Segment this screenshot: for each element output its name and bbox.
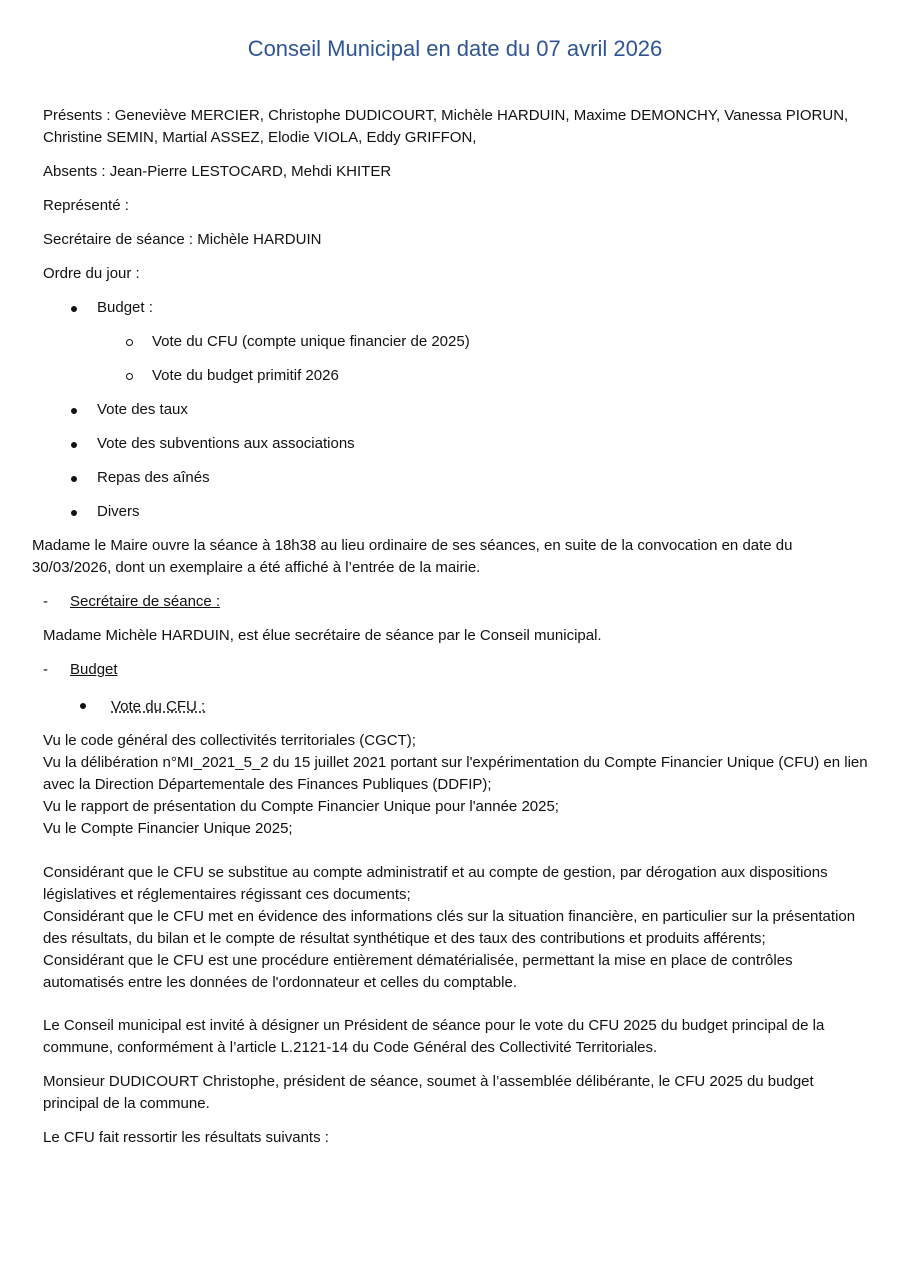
agenda-item-budget: Budget :	[97, 297, 153, 319]
considerant-line: Considérant que le CFU met en évidence des informations clés sur la situation financière, en particulier sur la présentation des résultats, du bilan et le compte de résultat synthétique et des taux des contributions et produits afférents;	[43, 908, 856, 947]
section-budget-label: Budget	[70, 661, 118, 678]
considerant-line: Considérant que le CFU est une procédure entièrement dématérialisée, permettant la mise en place de contrôles automatisés entre les données de l'ordonnateur et celles du comptable.	[43, 952, 793, 991]
ordre-du-jour-heading: Ordre du jour :	[43, 265, 140, 282]
agenda-subitem-cfu: Vote du CFU (compte unique financier de 2025)	[152, 331, 470, 353]
page-title: Conseil Municipal en date du 07 avril 2026	[247, 36, 663, 61]
vu-line: Vu le Compte Financier Unique 2025;	[43, 820, 293, 837]
agenda-item-subventions: Vote des subventions aux associations	[97, 433, 355, 455]
section-secretaire-label: Secrétaire de séance :	[70, 593, 221, 610]
vu-line: Vu le rapport de présentation du Compte Financier Unique pour l'année 2025;	[43, 798, 559, 815]
considerant-block	[43, 862, 873, 994]
dash-marker: -	[43, 593, 48, 610]
president-paragraph: Monsieur DUDICOURT Christophe, président de séance, soumet à l’assemblée délibérante, le CFU 2025 du budget principal de la commune.	[43, 1073, 814, 1112]
dash-marker: -	[43, 661, 48, 678]
presents-paragraph: Présents : Geneviève MERCIER, Christophe DUDICOURT, Michèle HARDUIN, Maxime DEMONCHY, Vanessa PIORUN, Christine SEMIN, Martial ASSEZ, Elodie VIOLA, Eddy GRIFFON,	[43, 107, 849, 146]
election-paragraph: Madame Michèle HARDUIN, est élue secrétaire de séance par le Conseil municipal.	[43, 627, 602, 644]
resultats-paragraph: Le CFU fait ressortir les résultats suivants :	[43, 1129, 329, 1146]
agenda-item-taux: Vote des taux	[97, 399, 188, 421]
vu-line: Vu la délibération n°MI_2021_5_2 du 15 juillet 2021 portant sur l'expérimentation du Compte Financier Unique (CFU) en lien avec la Direction Départementale des Finances Publiques (DDFIP);	[43, 754, 868, 793]
represente-paragraph: Représenté :	[43, 197, 129, 214]
vote-cfu-label: Vote du CFU :	[111, 698, 206, 715]
invite-paragraph: Le Conseil municipal est invité à désigner un Président de séance pour le vote du CFU 2025 du budget principal de la commune, conformément à l’article L.2121-14 du Code Général des Collectivité Territoriales.	[43, 1017, 825, 1056]
bullet-marker	[80, 703, 86, 709]
vu-line: Vu le code général des collectivités territoriales (CGCT);	[43, 732, 416, 749]
agenda-item-divers: Divers	[97, 501, 140, 523]
vu-block	[43, 730, 873, 840]
secretaire-paragraph: Secrétaire de séance : Michèle HARDUIN	[43, 231, 322, 248]
opening-paragraph: Madame le Maire ouvre la séance à 18h38 au lieu ordinaire de ses séances, en suite de la convocation en date du 30/03/2026, dont un exemplaire a été affiché à l’entrée de la mairie.	[32, 537, 793, 576]
agenda-subitem-budget-primitif: Vote du budget primitif 2026	[152, 365, 339, 387]
considerant-line: Considérant que le CFU se substitue au compte administratif et au compte de gestion, par dérogation aux dispositions législatives et réglementaires régissant ces documents;	[43, 864, 828, 903]
agenda-item-repas: Repas des aînés	[97, 467, 210, 489]
absents-paragraph: Absents : Jean-Pierre LESTOCARD, Mehdi KHITER	[43, 163, 392, 180]
